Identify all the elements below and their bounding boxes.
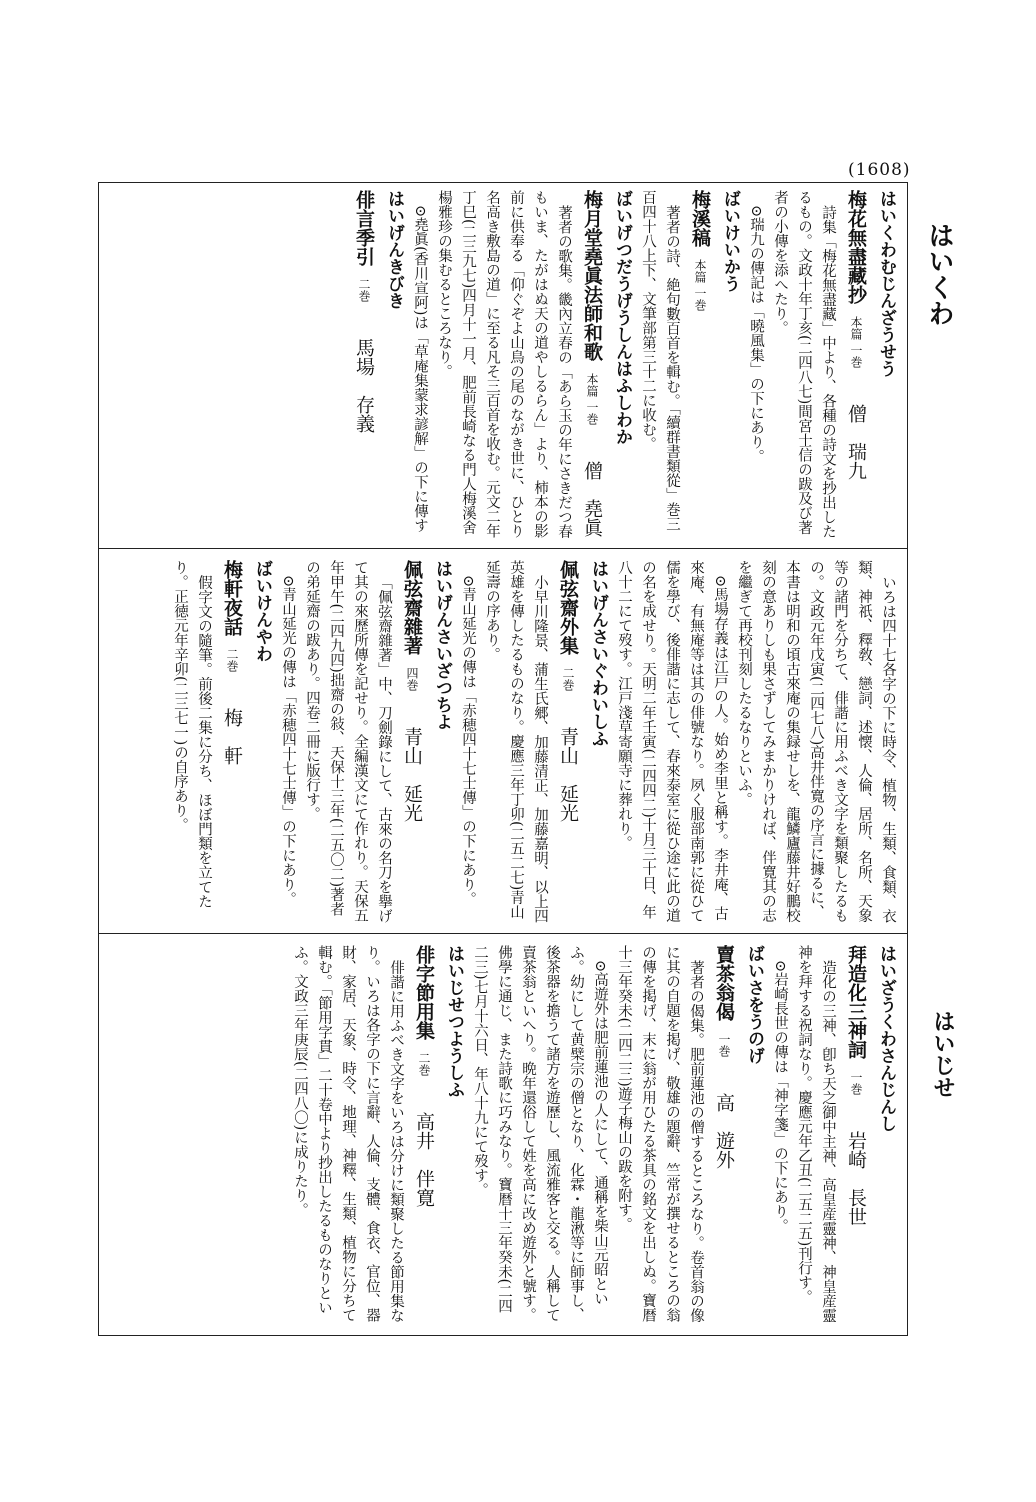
entry-author: 高井 伴寛 bbox=[413, 1112, 435, 1207]
entry-volume: 本篇 一巻 bbox=[849, 316, 863, 368]
entry-title: 梅軒夜話 bbox=[221, 560, 243, 636]
entry-volume: 本篇 一巻 bbox=[693, 259, 707, 311]
entry-author: 青山 延光 bbox=[557, 727, 579, 822]
entry-reading: はいざうくわさんじんし bbox=[876, 945, 896, 1132]
entry-note: ⊙高遊外は肥前蓮池の人にして、通稱を柴山元昭といふ。幼にして黄檗宗の僧となり、化霖・龍湫等に師事し、後茶器を擔うて諸方を遊歷し、風流雅客と交る。人稱して賣茶翁といへり。晩年還俗して姓を高に改め遊外と號す。佛學に通じ、また詩歌に巧みなり。寶暦十三年癸未(二四二三)七月十六日、年八十九にて歿す。 bbox=[472, 945, 608, 1322]
entry-author: 高 遊外 bbox=[713, 1093, 735, 1169]
dictionary-entry bbox=[408, 190, 636, 540]
entry-title: 佩弦齋外集 bbox=[557, 560, 579, 655]
running-header-top: はいくわ bbox=[924, 222, 954, 326]
entry-body: いろは四十七各字の下に時令、植物、生類、食類、衣類、神祇、釋敎、戀詞、述懐、人倫、居所、名所、天象等の諸門を分ちて、俳諧に用ふべき文字を類聚したるもの。文政元年戊寅(二四七八)高井伴寛の序言に據るに、本書は明和の頃古來庵の集録せしを、龍鱗廬藤井好鵬校刻の意ありしも果さずしてみまかりければ、伴寛其の志を繼ぎて再校刊刻したるなりといふ。 bbox=[736, 560, 896, 923]
entry-title: 俳言季引 bbox=[353, 190, 375, 266]
entry-title: 俳字節用集 bbox=[413, 945, 435, 1040]
dictionary-entry bbox=[468, 945, 768, 1325]
entry-body: 小早川隆景、蒲生氏郷、加藤清正、加藤嘉明、以上四英雄を傳したるものなり。慶應三年丁卯(二五二七)青山延壽の序あり。 bbox=[484, 560, 548, 923]
entry-note: ⊙堯眞(香川宣阿)は「草庵集蒙求諺解」の下に傳す bbox=[412, 204, 428, 533]
dictionary-entry bbox=[768, 945, 900, 1325]
entry-body: 「佩弦齋雜著」中、刀劍錄にして、古來の名刀を擧げて其の來歷所傳を記せり。全編漢文にて作れり。天保五年甲午(二四九四)拙齋の敍、天保十三年(二五〇二)著者の弟延齋の跋あり。四卷二冊に版行す。 bbox=[304, 560, 392, 923]
page-number: (1608) bbox=[848, 160, 911, 180]
entry-author: 梅 軒 bbox=[221, 708, 243, 765]
entry-note: ⊙馬場存義は江戸の人。始め李里と稱す。李井庵、古來庵、有無庵等は其の俳號なり。夙く服部南郭に從ひて儒を學び、後俳諧に志して、春來泰室に從ひ途に此の道の名を成せり。天明二年壬寅(二四四二)十月三十日、年八十二にて歿す。江戸淺草寄願寺に葬れり。 bbox=[616, 560, 728, 923]
band-divider-2 bbox=[98, 933, 908, 934]
entry-reading: はいげんさいぐわいしふ bbox=[588, 560, 608, 747]
entry-volume: 二巻 bbox=[417, 1052, 431, 1076]
entry-title: 梅花無盡藏抄 bbox=[845, 190, 867, 304]
entry-volume: 二巻 bbox=[561, 667, 575, 691]
entry-body: 著者の歌集。畿內立春の「あら玉の年にさきだつ春もいま、たがはぬ天の道やしるらん」より、柿本の影前に供奉る「仰ぐぞよ山鳥の尾のながき世に、ひとり名高き敷島の道」に至る凡そ三百首を收む。元文二年丁巳(二三九七)四月十一月、肥前長崎なる門人梅溪舍楊雅珍の集むるところなり。 bbox=[436, 190, 572, 538]
entry-volume: 四巻 bbox=[405, 667, 419, 691]
entry-volume: 一巻 bbox=[849, 1071, 863, 1095]
entry-volume: 本篇 一巻 bbox=[585, 373, 599, 425]
running-header-bottom: はいじせ bbox=[930, 1010, 955, 1098]
text-band-bottom bbox=[110, 945, 900, 1325]
entry-reading: はいじせつようしふ bbox=[444, 945, 464, 1098]
entry-volume: 二巻 bbox=[225, 648, 239, 672]
entry-volume: 二巻 bbox=[357, 278, 371, 302]
entry-author: 僧 堯眞 bbox=[581, 460, 603, 537]
entry-body: 俳諧に用ふべき文字をいろは分けに類聚したる節用集なり。いろは各字の下に言辭、人倫、支體、食衣、官位、器財、家居、天象、時令、地理、神釋、生類、植物に分ちて輯む。「節用字貫」二十卷中より抄出したるものなりといふ。文政三年庚辰(二四八〇)に成りたり。 bbox=[292, 945, 404, 1322]
dictionary-entry bbox=[276, 560, 456, 925]
entry-author: 岩崎 長世 bbox=[845, 1131, 867, 1226]
dictionary-entry bbox=[348, 190, 408, 540]
entry-title: 佩弦齋雜著 bbox=[401, 560, 423, 655]
dictionary-entry bbox=[636, 190, 744, 540]
entry-reading: ばいけんやわ bbox=[252, 560, 272, 662]
text-band-top bbox=[110, 190, 900, 540]
dictionary-entry bbox=[168, 560, 276, 925]
band-divider-1 bbox=[98, 548, 908, 549]
entry-note: ⊙青山延光の傳は「赤穂四十七士傳」の下にあり。 bbox=[280, 574, 296, 906]
entry-body: 詩集「梅花無盡藏」中より、各種の詩文を抄出したるもの。文政十年丁亥(二四八七)間宮士信の跋及び著者の小傳を添へたり。 bbox=[772, 190, 836, 538]
entry-reading: はいげんさいざつちよ bbox=[432, 560, 452, 730]
entry-note: ⊙瑞九の傳記は「曉風集」の下にあり。 bbox=[748, 204, 764, 464]
entry-reading: ばいけいかう bbox=[720, 190, 740, 292]
entry-note: ⊙青山延光の傳は「赤穂四十七士傳」の下にあり。 bbox=[460, 574, 476, 906]
entry-author: 青山 延光 bbox=[401, 727, 423, 822]
entry-author: 馬場 存義 bbox=[353, 338, 375, 433]
entry-reading: ばいさをうのげ bbox=[744, 945, 764, 1064]
entry-body: 著者の詩、絶句數百首を輯む。「續群書類從」巻三百四十八上下、文筆部第三十二に收む。 bbox=[640, 190, 680, 531]
entry-title: 拜造化三神詞 bbox=[845, 945, 867, 1059]
entry-volume: 一巻 bbox=[717, 1033, 731, 1057]
entry-reading: はいげんきびき bbox=[384, 190, 404, 309]
dictionary-entry bbox=[744, 190, 900, 540]
entry-body: 假字文の隨筆。前後二集に分ち、ほぼ門類を立てたり。正徳元年辛卯(二三七一)の自序あり。 bbox=[172, 560, 212, 908]
entry-body: 著者の偈集。肥前蓮池の僧するところなり。卷首翁の像に其の自題を掲げ、敬雄の題辭、竺常が撰せるところの翁の傳を掲げ、末に翁が用ひたる茶具の銘文を出しぬ。寶暦十三年癸未(二四二三)遊子梅山の跋を附す。 bbox=[616, 945, 704, 1322]
entry-reading: ばいげつだうげうしんはふしわか bbox=[612, 190, 632, 445]
text-band-middle bbox=[110, 560, 900, 925]
entry-title: 梅月堂堯眞法師和歌 bbox=[581, 190, 603, 361]
entry-body: 造化の三神、卽ち天之御中主神、高皇産靈神、神皇産靈神を拜する祝詞なり。慶應元年乙丑(二五二五)刊行す。 bbox=[796, 945, 836, 1322]
entry-title: 梅溪稿 bbox=[689, 190, 711, 247]
entry-author: 僧 瑞九 bbox=[845, 403, 867, 480]
entry-note: ⊙岩崎長世の傳は「神字箋」の下にあり。 bbox=[772, 959, 788, 1233]
entry-title: 賣茶翁偈 bbox=[713, 945, 735, 1021]
dictionary-entry bbox=[456, 560, 612, 925]
dictionary-entry-continued bbox=[612, 560, 900, 925]
entry-reading: はいくわむじんざうせう bbox=[876, 190, 896, 377]
dictionary-entry bbox=[288, 945, 468, 1325]
